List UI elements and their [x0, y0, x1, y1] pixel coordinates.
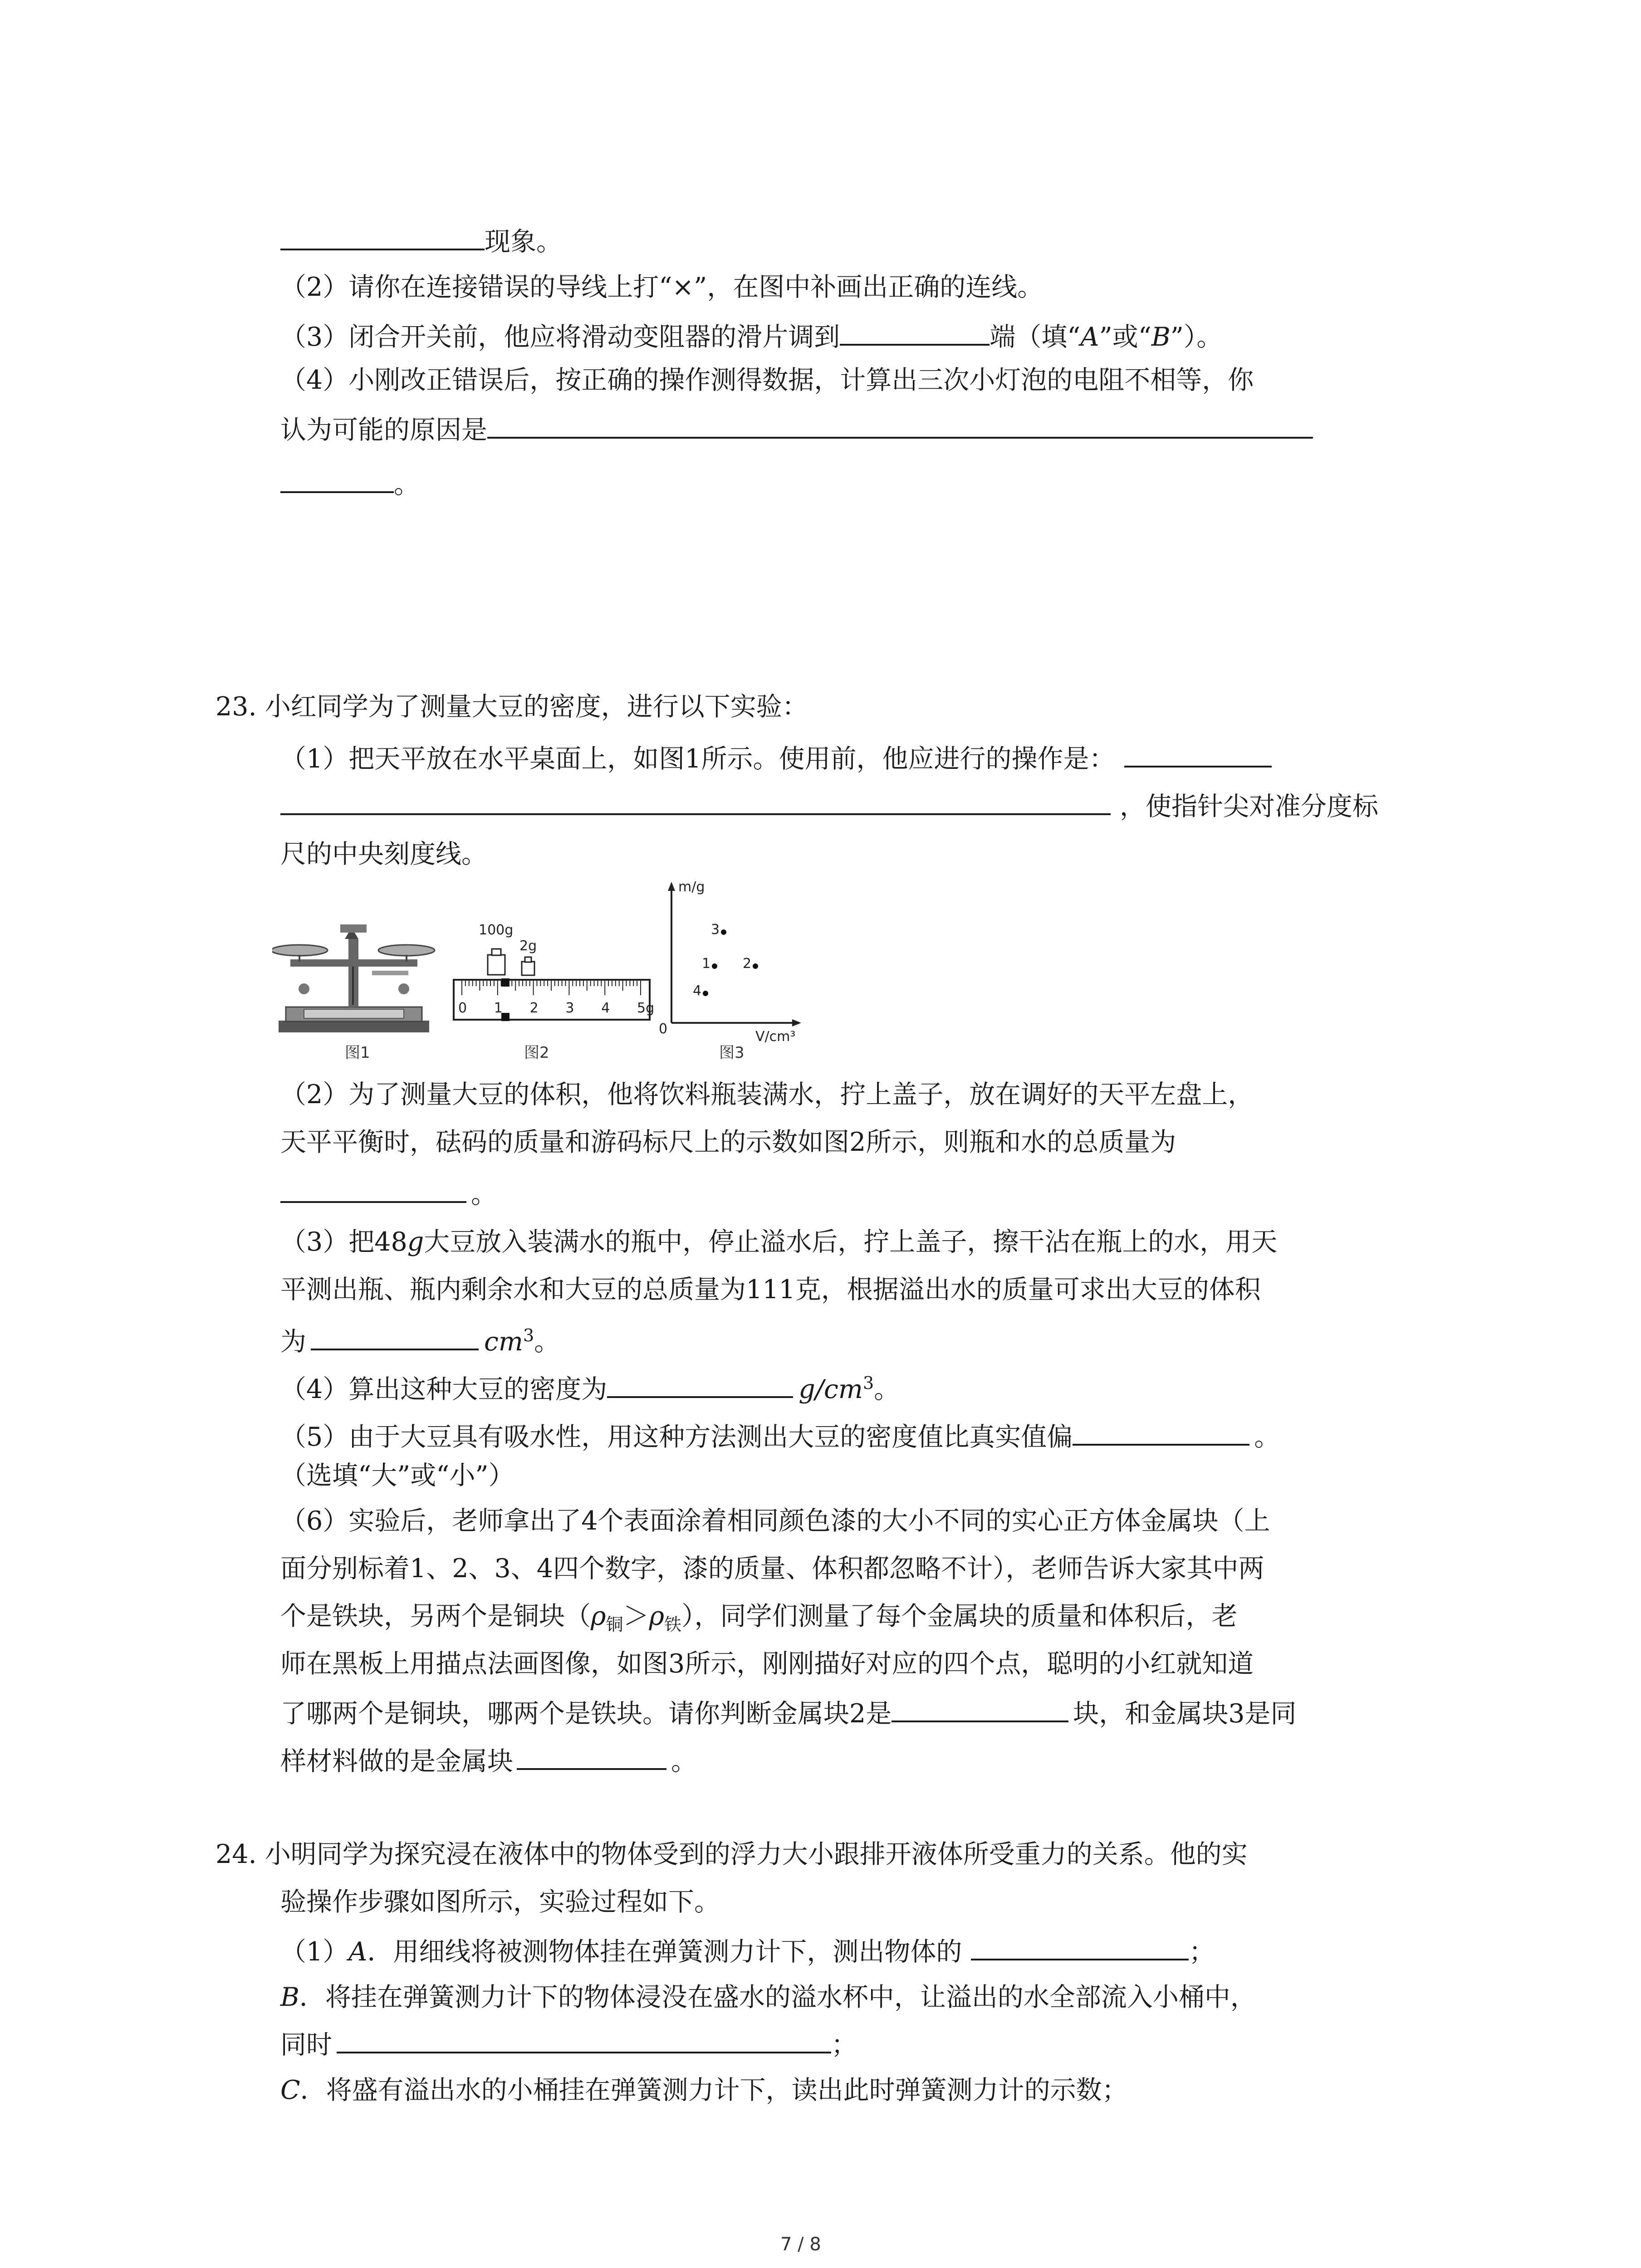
q23-text: 。 — [874, 1374, 900, 1404]
q24-text: 同时 — [280, 2030, 332, 2060]
answer-blank[interactable] — [487, 415, 1313, 439]
q24-step-A — [280, 1937, 1215, 1965]
q23-part3-line2: 平测出瓶、瓶内剩余水和大豆的总质量为111克，根据溢出水的质量可求出大豆的体积 — [280, 1275, 1261, 1305]
q24-text: （1） — [280, 1937, 349, 1967]
scale-tick-label: 3 — [565, 1000, 574, 1016]
point-label: 1 — [702, 956, 711, 972]
point-label: 3 — [711, 922, 720, 938]
q23-part2-line2: 天平平衡时，砝码的质量和游码标尺上的示数如图2所示，则瓶和水的总质量为 — [280, 1127, 1176, 1157]
option-B: B — [1151, 322, 1171, 352]
answer-blank[interactable] — [1124, 744, 1272, 767]
q23-figures — [272, 871, 817, 1061]
graph-x-label: V/cm³ — [755, 1029, 796, 1045]
q23-text: 。 — [534, 1327, 560, 1357]
q23-part1-line3: 尺的中央刻度线。 — [280, 839, 487, 869]
q23-part6-text: 样材料做的是金属块 — [280, 1746, 513, 1776]
rho-symbol: ρ — [649, 1601, 665, 1631]
q24-text: ．将盛有溢出水的小桶挂在弹簧测力计下，读出此时弹簧测力计的示数； — [300, 2075, 1128, 2105]
q23-text: 。 — [671, 1746, 697, 1776]
rho-subscript-copper: 铜 — [606, 1614, 623, 1635]
answer-blank[interactable] — [971, 1937, 1189, 1960]
answer-blank[interactable] — [280, 1179, 466, 1203]
answer-blank[interactable] — [892, 1699, 1068, 1722]
q24-text: ； — [831, 2030, 857, 2060]
scale-tick-label: 2 — [529, 1000, 539, 1016]
q23-part6-text: 个是铁块，另两个是铜块（ — [280, 1601, 591, 1631]
q23-part2-line1: （2）为了测量大豆的体积，他将饮料瓶装满水，拧上盖子，放在调好的天平左盘上， — [280, 1080, 1254, 1110]
q23-part6-line1: （6）实验后，老师拿出了4个表面涂着相同颜色漆的大小不同的实心正方体金属块（上 — [280, 1506, 1270, 1536]
q22-part3-text: （3）闭合开关前，他应将滑动变阻器的滑片调到 — [280, 322, 840, 352]
weight-100g-label: 100g — [479, 922, 514, 938]
q23-part1-text: ，使指针尖对准分度标 — [1120, 792, 1378, 821]
q22-text: 现象。 — [485, 227, 562, 257]
step-letter-A: A — [348, 1937, 367, 1967]
unit-exponent: 3 — [862, 1373, 874, 1393]
q23-part3-text: 为 — [280, 1327, 306, 1357]
mass-volume-graph — [659, 879, 801, 1045]
balance-figure — [272, 924, 435, 1032]
q24-text: ．用细线将被测物体挂在弹簧测力计下，测出物体的 — [367, 1937, 962, 1967]
rho-subscript-iron: 铁 — [664, 1614, 682, 1635]
q24-step-B-line2 — [280, 2030, 857, 2058]
q23-part3-line3 — [280, 1327, 560, 1355]
rho-symbol: ρ — [591, 1601, 606, 1631]
q23-part6-line3 — [280, 1603, 1238, 1633]
q23-part4-text: （4）算出这种大豆的密度为 — [280, 1374, 607, 1404]
weight-2g-label: 2g — [519, 938, 537, 954]
answer-blank[interactable] — [280, 469, 394, 493]
graph-point — [753, 963, 758, 969]
q24-text: ； — [1189, 1937, 1215, 1967]
fig1-caption: 图1 — [345, 1044, 370, 1061]
q22-part4-line3 — [280, 469, 420, 498]
answer-blank[interactable] — [280, 792, 1111, 815]
step-letter-C: C — [280, 2075, 300, 2105]
answer-blank[interactable] — [840, 322, 989, 346]
q24-stem-line1: 24. 小明同学为探究浸在液体中的物体受到的浮力大小跟排开液体所受重力的关系。他的实 — [216, 1839, 1248, 1869]
unit-exponent: 3 — [523, 1325, 534, 1345]
q24-step-B-line1 — [280, 1984, 1256, 2010]
q22-part4-line1: （4）小刚改正错误后，按正确的操作测得数据，计算出三次小灯泡的电阻不相等，你 — [280, 365, 1254, 395]
fig2-caption: 图2 — [524, 1044, 549, 1061]
q23-part5-line2: （选填“大”或“小”） — [280, 1461, 514, 1491]
q23-part6-text: 块，和金属块3是同 — [1073, 1699, 1297, 1729]
unit-g: g — [407, 1227, 424, 1257]
q23-text: 。 — [1254, 1422, 1280, 1452]
step-letter-B: B — [280, 1982, 299, 2012]
answer-blank[interactable] — [311, 1327, 479, 1350]
q24-step-C — [280, 2077, 1128, 2103]
q23-part6-line2: 面分别标着1、2、3、4四个数字，漆的质量、体积都忽略不计），老师告诉大家其中两 — [280, 1554, 1264, 1584]
q23-part5-line1 — [280, 1422, 1280, 1450]
answer-blank[interactable] — [607, 1374, 793, 1398]
scale-tick-label: 5g — [637, 1000, 655, 1016]
q23-part3-text: （3）把48 — [280, 1227, 407, 1257]
scale-tick-label: 0 — [458, 1000, 467, 1016]
scale-tick-label: 4 — [601, 1000, 610, 1016]
greater-than: ＞ — [623, 1601, 649, 1631]
scale-tick-label: 1 — [494, 1000, 503, 1016]
q23-part6-line6 — [280, 1746, 697, 1774]
q23-part3-text: 大豆放入装满水的瓶中，停止溢水后，拧上盖子，擦干沾在瓶上的水，用天 — [424, 1227, 1278, 1257]
q22-part4-text: 认为可能的原因是 — [280, 415, 487, 445]
q22-text: 。 — [394, 469, 420, 499]
q23-part1-line2 — [280, 792, 1378, 820]
q23-part6-line5 — [280, 1699, 1297, 1727]
q22-part4-line2 — [280, 415, 1313, 443]
q24-text: ．将挂在弹簧测力计下的物体浸没在盛水的溢水杯中，让溢出的水全部流入小桶中， — [299, 1982, 1256, 2012]
q23-part6-line4: 师在黑板上用描点法画图像，如图3所示，刚刚描好对应的四个点，聪明的小红就知道 — [280, 1649, 1254, 1679]
q22-part3 — [280, 322, 1222, 350]
graph-points — [693, 922, 758, 999]
rider-top — [501, 978, 509, 987]
graph-y-label: m/g — [678, 879, 705, 895]
q23-part1-text: （1）把天平放在水平桌面上，如图1所示。使用前，他应进行的操作是： — [280, 744, 1115, 774]
q23-part3-line1 — [280, 1229, 1277, 1255]
graph-origin: 0 — [659, 1021, 668, 1037]
q23-part5-text: （5）由于大豆具有吸水性，用这种方法测出大豆的密度值比真实值偏 — [280, 1422, 1073, 1452]
answer-blank[interactable] — [337, 2030, 831, 2053]
unit-cm: cm — [484, 1327, 523, 1357]
q22-part2: （2）请你在连接错误的导线上打“×”，在图中补画出正确的连线。 — [280, 272, 1043, 302]
answer-blank[interactable] — [1073, 1422, 1249, 1446]
q23-part6-text: 了哪两个是铜块，哪两个是铁块。请你判断金属块2是 — [280, 1699, 892, 1729]
q24-stem-line2: 验操作步骤如图所示，实验过程如下。 — [280, 1887, 720, 1917]
q23-part6-text: ），同学们测量了每个金属块的质量和体积后，老 — [681, 1601, 1238, 1631]
unit-g-per-cm: g/cm — [798, 1374, 863, 1404]
point-label: 4 — [693, 983, 702, 999]
answer-blank[interactable] — [280, 227, 485, 250]
q22-part3-text: ”）。 — [1170, 322, 1223, 352]
graph-point — [721, 929, 726, 935]
graph-point — [712, 963, 717, 969]
q23-stem: 23. 小红同学为了测量大豆的密度，进行以下实验： — [216, 692, 808, 722]
q23-text: 。 — [471, 1179, 497, 1209]
q23-part2-line3 — [280, 1179, 497, 1207]
rider-scale-figure — [454, 922, 654, 1021]
q22-part3-text: 端（填“ — [989, 322, 1081, 352]
option-A: A — [1080, 322, 1099, 352]
graph-point — [703, 991, 708, 996]
fig3-caption: 图3 — [719, 1044, 745, 1061]
q23-part1-line1 — [280, 744, 1272, 772]
answer-blank[interactable] — [517, 1746, 666, 1770]
q23-part4 — [280, 1374, 900, 1403]
page-number: 7 / 8 — [780, 2234, 821, 2255]
q22-line-blank — [280, 227, 562, 255]
q22-part3-text: ”或“ — [1099, 322, 1151, 352]
point-label: 2 — [743, 956, 752, 972]
